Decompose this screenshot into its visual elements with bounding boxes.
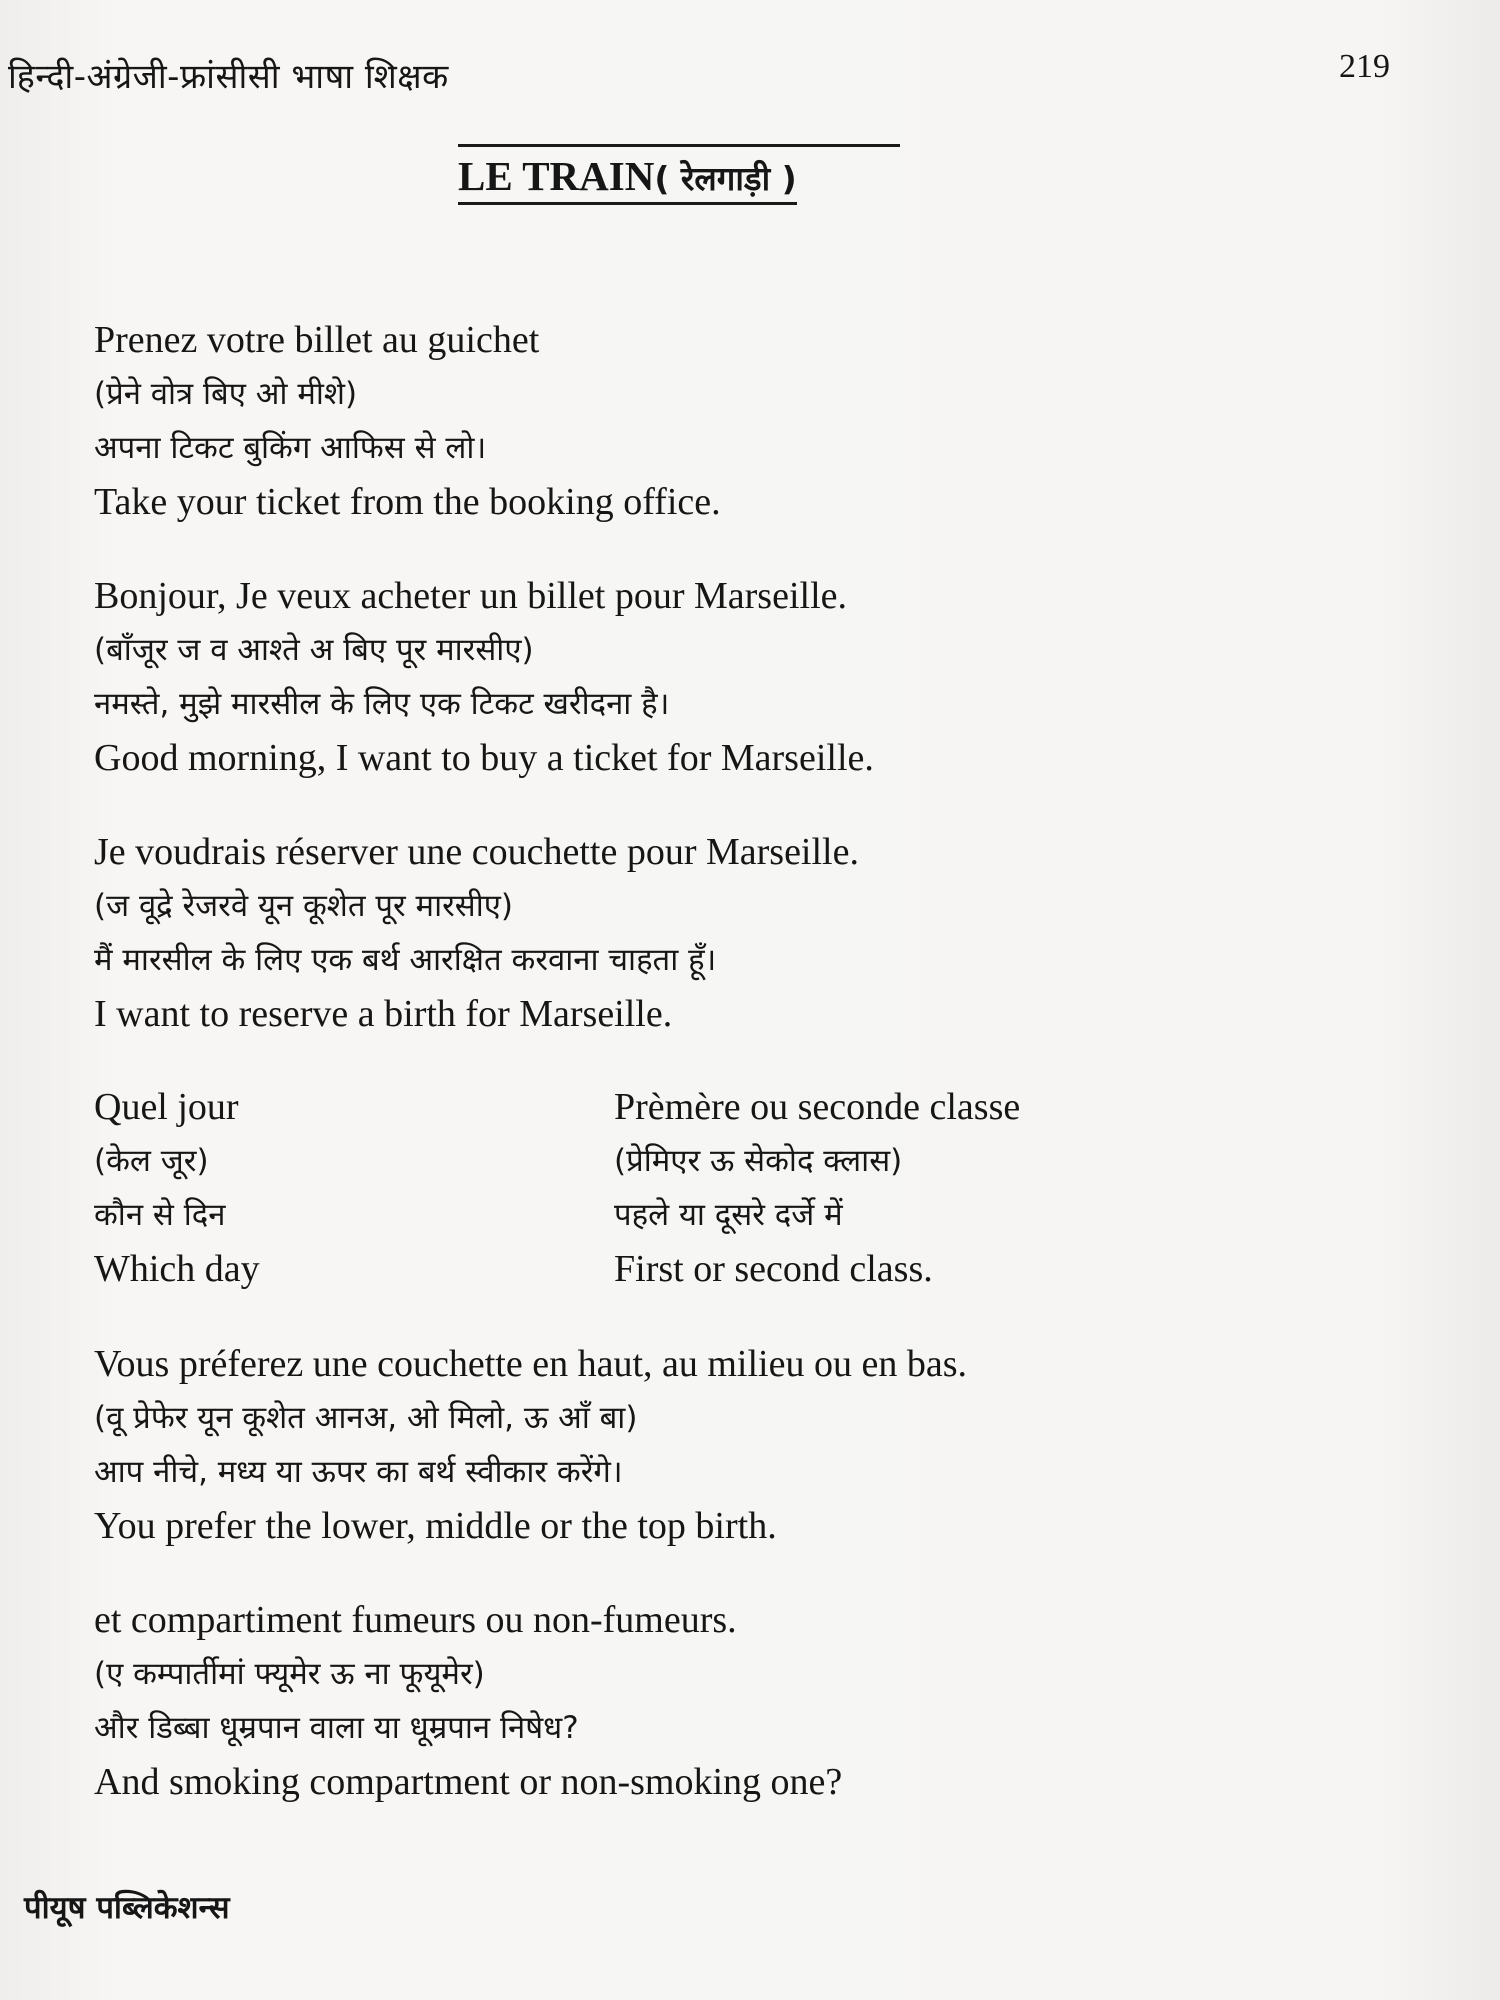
english-translation: I want to reserve a birth for Marseille. <box>94 993 673 1035</box>
english-translation: And smoking compartment or non-smoking one? <box>94 1761 843 1803</box>
page-number: 219 <box>1339 48 1390 85</box>
right-column-phrase <box>614 1080 1314 1296</box>
pronunciation: (ए कम्पार्तीमां फ्यूमेर ऊ ना फूयूमेर) <box>94 1656 485 1692</box>
running-header-title: हिन्दी-अंग्रेजी-फ्रांसीसी भाषा शिक्षक <box>8 57 449 97</box>
phrase-entry <box>94 825 1354 1041</box>
hindi-translation: और डिब्बा धूम्रपान वाला या धूम्रपान निषेध? <box>94 1710 579 1746</box>
hindi-translation: पहले या दूसरे दर्जे में <box>614 1197 843 1233</box>
french-phrase: et compartiment fumeurs ou non-fumeurs. <box>94 1599 737 1641</box>
publisher-footer: पीयूष पब्लिकेशन्स <box>24 1890 230 1926</box>
phrase-entry <box>94 1337 1354 1553</box>
phrase-entry <box>94 1593 1354 1809</box>
hindi-translation: अपना टिकट बुकिंग आफिस से लो। <box>94 430 487 466</box>
two-column-entry <box>94 1080 1354 1296</box>
pronunciation: (ज वूद्रे रेजरवे यून कूशेत पूर मारसीए) <box>94 888 514 924</box>
french-phrase: Bonjour, Je veux acheter un billet pour Marseille. <box>94 575 847 617</box>
left-column-phrase <box>94 1080 614 1296</box>
french-phrase: Prenez votre billet au guichet <box>94 319 540 361</box>
section-title-hindi: ( रेलगाड़ी ) <box>654 159 797 198</box>
hindi-translation: नमस्ते, मुझे मारसील के लिए एक टिकट खरीदना है। <box>94 686 670 722</box>
hindi-translation: कौन से दिन <box>94 1197 226 1233</box>
french-phrase: Je voudrais réserver une couchette pour Marseille. <box>94 831 859 873</box>
pronunciation: (प्रेने वोत्र बिए ओ मीशे) <box>94 376 358 412</box>
english-translation: You prefer the lower, middle or the top birth. <box>94 1505 777 1547</box>
section-title <box>458 152 797 205</box>
hindi-translation: मैं मारसील के लिए एक बर्थ आरक्षित करवाना चाहता हूँ। <box>94 942 717 978</box>
title-top-rule <box>458 144 900 147</box>
english-translation: Take your ticket from the booking office. <box>94 481 721 523</box>
pronunciation: (केल जूर) <box>94 1143 209 1179</box>
pronunciation: (वू प्रेफेर यून कूशेत आनअ, ओ मिलो, ऊ आँ बा) <box>94 1400 638 1436</box>
section-title-french: LE TRAIN <box>458 153 655 199</box>
french-phrase: Prèmère ou seconde classe <box>614 1086 1021 1128</box>
pronunciation: (प्रेमिएर ऊ सेकोद क्लास) <box>614 1143 903 1179</box>
phrase-entry <box>94 313 1354 529</box>
french-phrase: Quel jour <box>94 1086 239 1128</box>
hindi-translation: आप नीचे, मध्य या ऊपर का बर्थ स्वीकार करेंगे। <box>94 1454 623 1490</box>
phrase-entry <box>94 569 1354 785</box>
french-phrase: Vous préferez une couchette en haut, au milieu ou en bas. <box>94 1343 967 1385</box>
english-translation: Which day <box>94 1248 260 1290</box>
english-translation: First or second class. <box>614 1248 933 1290</box>
pronunciation: (बाँजूर ज व आश्ते अ बिए पूर मारसीए) <box>94 632 534 668</box>
english-translation: Good morning, I want to buy a ticket for Marseille. <box>94 737 874 779</box>
